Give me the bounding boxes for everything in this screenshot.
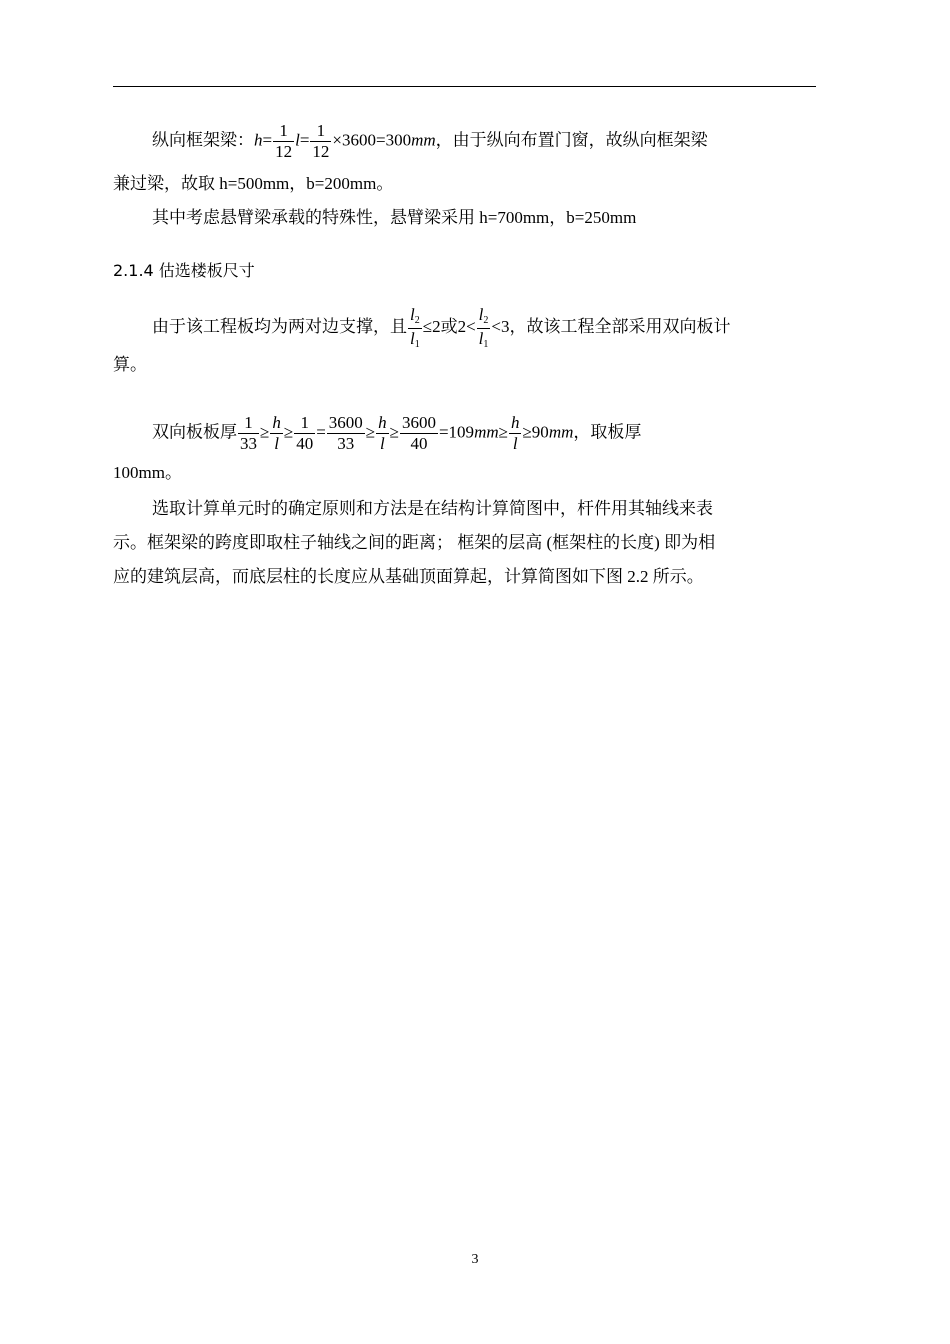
fraction: $\frac{3600}{40}$ — [401, 413, 436, 453]
math-op: = — [262, 130, 273, 150]
math-expr: ×3600=300 — [332, 130, 412, 150]
fraction: $\frac{h}{l}$ — [272, 413, 281, 453]
fraction: $\frac{h}{l}$ — [378, 413, 387, 453]
text: ，取板厚 — [573, 422, 642, 442]
slab-ratio-line — [152, 306, 730, 350]
math-expr: <3 — [491, 316, 510, 336]
math-op: ≥ — [283, 422, 294, 442]
paragraph-line: 100mm。 — [113, 463, 182, 482]
slab-thickness-line — [152, 414, 641, 453]
paragraph-line: 算。 — [113, 355, 147, 374]
beam-formula-line — [152, 122, 708, 161]
math-unit: mm — [411, 130, 436, 150]
fraction: $\frac{1}{33}$ — [240, 413, 257, 453]
text: 双向板板厚 — [152, 422, 237, 442]
page-number: 3 — [471, 1252, 479, 1267]
math-var: l — [295, 130, 300, 150]
text: ，故该工程全部采用双向板计 — [509, 316, 731, 336]
math-expr: ≤2或2< — [422, 316, 476, 336]
text: ，由于纵向布置门窗，故纵向框架梁 — [435, 130, 708, 150]
math-op: ≥ — [260, 422, 270, 442]
fraction: $\frac{h}{l}$ — [510, 413, 520, 453]
math-op: = — [299, 130, 310, 150]
math-unit: mm — [548, 422, 574, 442]
fraction: $\frac{3600}{33}$ — [328, 413, 363, 453]
math-unit: mm — [474, 422, 499, 442]
header-rule — [113, 86, 816, 87]
math-expr: ≥90 — [522, 422, 549, 442]
paragraph-line: 其中考虑悬臂梁承载的特殊性，悬臂梁采用 h=700mm，b=250mm — [152, 208, 637, 227]
fraction: $\frac{1}{12}$ — [312, 121, 330, 161]
text: 由于该工程板均为两对边支撑，且 — [152, 316, 407, 336]
paragraph-line: 示。框架梁的跨度即取柱子轴线之间的距离； 框架的层高 (框架柱的长度) 即为相 — [113, 533, 716, 552]
text: 纵向框架梁： — [152, 130, 254, 150]
paragraph-line: 兼过梁，故取 h=500mm，b=200mm。 — [113, 174, 394, 193]
fraction: $\frac{1}{12}$ — [275, 121, 293, 161]
math-var: h — [254, 130, 263, 150]
math-op: ≥ — [389, 422, 399, 442]
fraction: $\frac{1}{40}$ — [296, 413, 314, 453]
paragraph-line: 应的建筑层高，而底层柱的长度应从基础顶面算起，计算简图如下图 2.2 所示。 — [113, 567, 704, 586]
fraction: $\frac{l_2}{l_1}$ — [410, 305, 420, 350]
paragraph-line: 选取计算单元时的确定原则和方法是在结构计算简图中，杆件用其轴线来表 — [152, 499, 713, 518]
math-op: ≥ — [365, 422, 376, 442]
math-op: ≥ — [498, 422, 508, 442]
section-heading: 2.1.4 估选楼板尺寸 — [113, 261, 255, 280]
fraction: $\frac{l_2}{l_1}$ — [478, 305, 489, 350]
math-op: = — [316, 422, 326, 442]
math-expr: =109 — [438, 422, 475, 442]
